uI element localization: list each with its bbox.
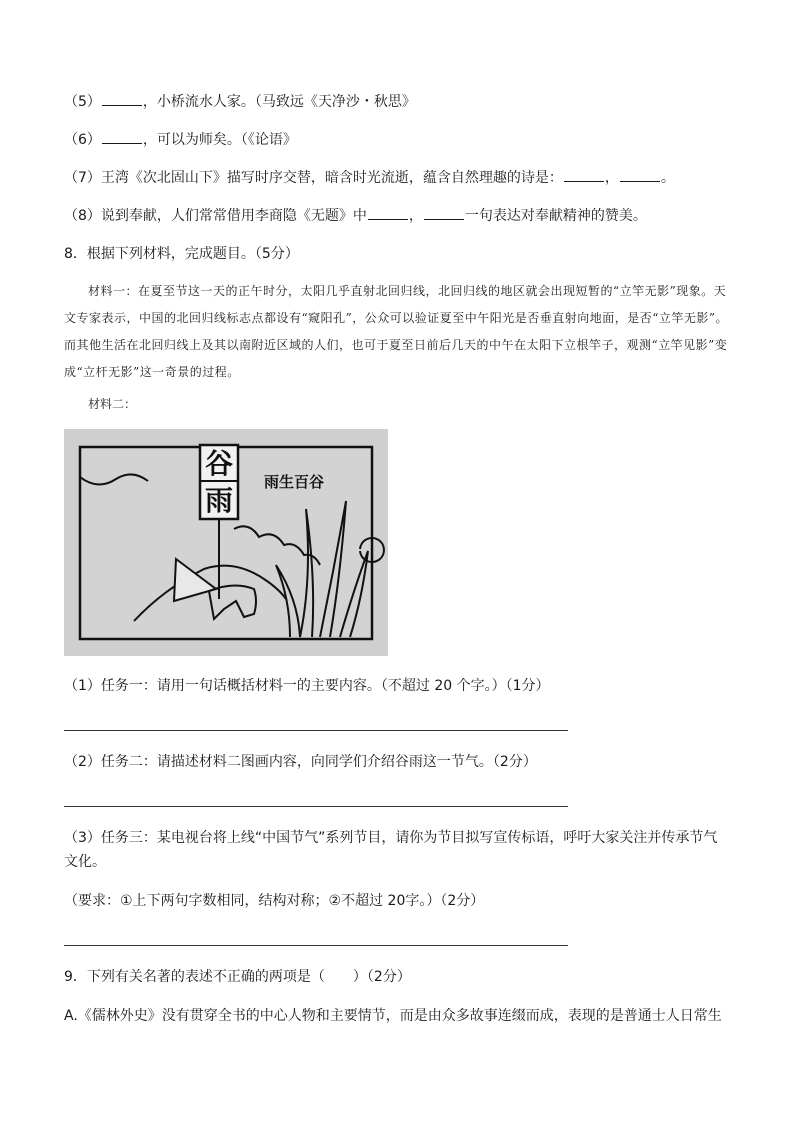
q9-title: 9．下列有关名著的表述不正确的两项是（ ）（2分） bbox=[64, 969, 411, 985]
item-end: 。 bbox=[660, 170, 675, 186]
fill-blank[interactable] bbox=[368, 205, 408, 220]
separator: ， bbox=[408, 208, 423, 224]
item-number: （6） bbox=[64, 132, 101, 148]
material-one: 材料一：在夏至节这一天的正午时分，太阳几乎直射北回归线，北回归线的地区就会出现短暂的“立竿无影”现象。天文专家表示，中国的北回归线标志点都设有“窥阳孔”，公众可以验证夏至中午阳光是否垂直射向地面，是否“立竿无影”。而其他生活在北回归线上及其以南附近区域的人们，也可于夏至日前后几天的中午在太阳下立根竿子，观测“立竿见影”变成“立杆无影”这一奇景的过程。 bbox=[64, 284, 729, 379]
q9-option-a: A.《儒林外史》没有贯穿全书的中心人物和主要情节，而是由众多故事连缀而成，表现的是普通士人日常生 bbox=[64, 1008, 722, 1024]
fill-blank[interactable] bbox=[620, 167, 660, 182]
item-text: （8）说到奉献，人们常常借用李商隐《无题》中 bbox=[64, 208, 367, 224]
task-three: （3）任务三：某电视台将上线“中国节气”系列节目，请你为节目拟写宣传标语，呼吁大家关注并传承节气文化。 bbox=[64, 830, 718, 870]
item-number: （5） bbox=[64, 94, 101, 110]
separator: ， bbox=[604, 170, 619, 186]
fill-blank[interactable] bbox=[424, 205, 464, 220]
task-three-answer-line[interactable] bbox=[64, 945, 568, 946]
item-text: （7）王湾《次北固山下》描写时序交替，暗含时光流逝，蕴含自然理趣的诗是： bbox=[64, 170, 563, 186]
q7-item-8 bbox=[64, 205, 647, 226]
grain-rain-illustration bbox=[64, 429, 388, 656]
sign-char-1: 谷 bbox=[204, 447, 234, 480]
q7-item-6 bbox=[64, 129, 297, 150]
item-text: ，小桥流水人家。（马致远《天净沙・秋思》 bbox=[142, 94, 416, 110]
material-two-label: 材料二： bbox=[88, 397, 137, 411]
task-one-answer-line[interactable] bbox=[64, 730, 568, 731]
task-two-answer-line[interactable] bbox=[64, 806, 568, 807]
q7-item-5 bbox=[64, 91, 416, 112]
q7-item-7 bbox=[64, 167, 675, 188]
sign-char-2: 雨 bbox=[204, 484, 234, 517]
illustration-caption: 雨生百谷 bbox=[263, 473, 325, 491]
task-one: （1）任务一：请用一句话概括材料一的主要内容。（不超过 20 个字。）（1分） bbox=[64, 678, 550, 694]
fill-blank[interactable] bbox=[102, 91, 142, 106]
fill-blank[interactable] bbox=[102, 129, 142, 144]
fill-blank[interactable] bbox=[564, 167, 604, 182]
task-two: （2）任务二：请描述材料二图画内容，向同学们介绍谷雨这一节气。（2分） bbox=[64, 754, 537, 770]
task-three-requirement: （要求：①上下两句字数相同，结构对称；②不超过 20字。）（2分） bbox=[64, 893, 485, 909]
q8-title: 8．根据下列材料，完成题目。（5分） bbox=[64, 246, 299, 262]
item-end: 一句表达对奉献精神的赞美。 bbox=[464, 208, 647, 224]
grain-rain-drawing bbox=[64, 429, 388, 656]
item-text: ，可以为师矣。（《论语》 bbox=[142, 132, 297, 148]
